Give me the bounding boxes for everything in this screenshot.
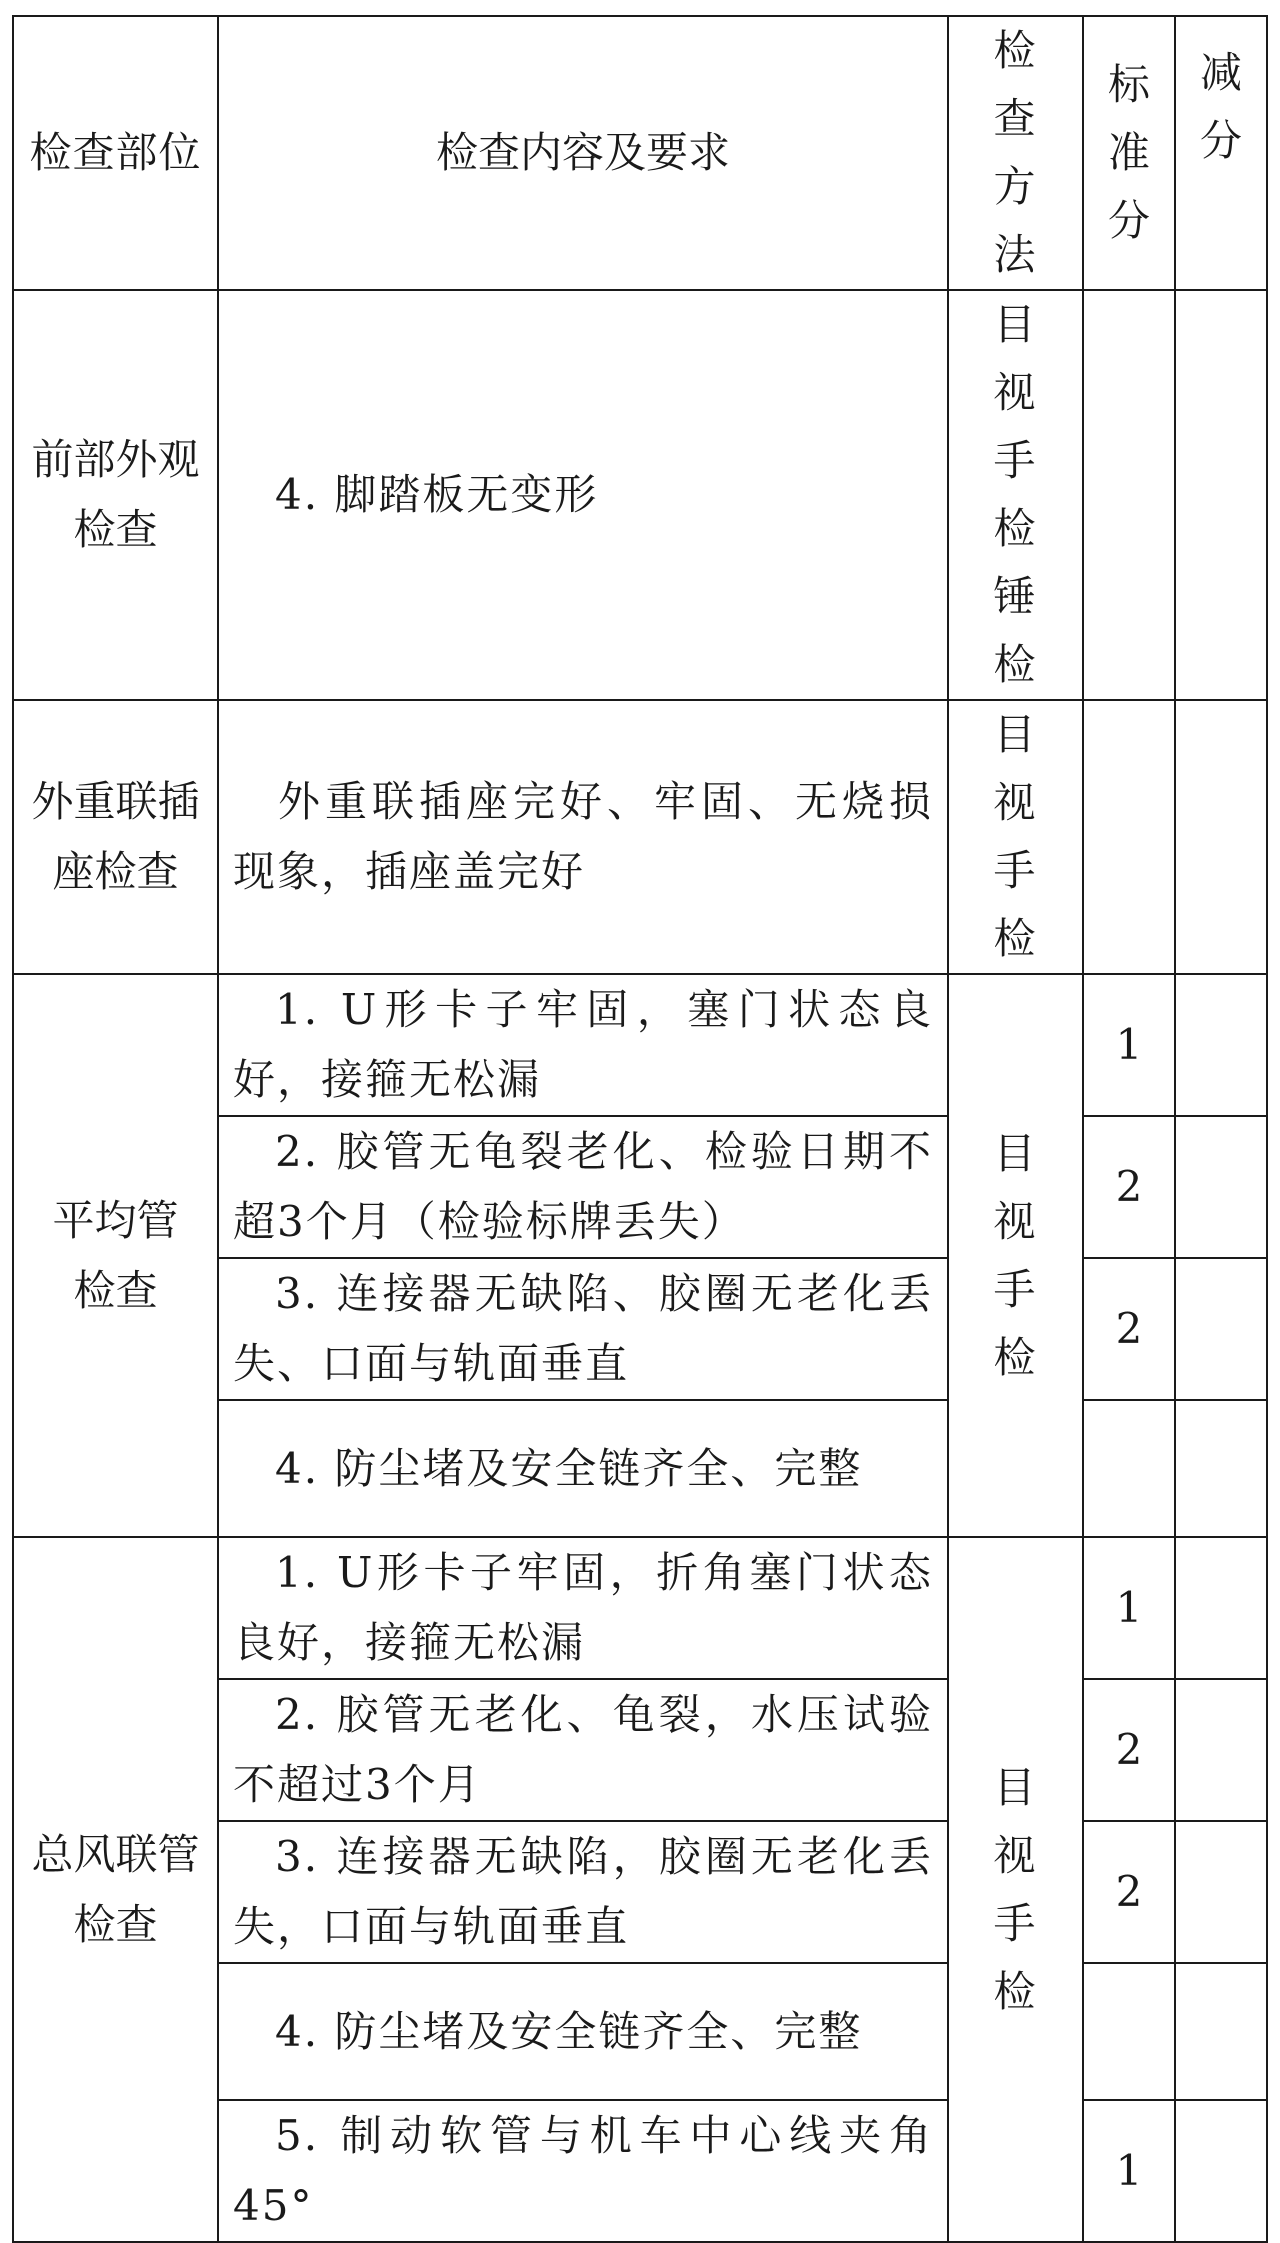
- row-content: [218, 700, 948, 974]
- section-method-front: [948, 290, 1083, 700]
- row-std: 2: [1083, 1679, 1175, 1821]
- row-content: [218, 290, 948, 700]
- table-row: [13, 290, 1267, 700]
- header-content: 检查内容及要求: [218, 16, 948, 290]
- header-part: 检查部位: [13, 16, 218, 290]
- row-deduct: [1175, 700, 1267, 974]
- row-deduct: [1175, 2100, 1267, 2242]
- row-deduct: [1175, 1258, 1267, 1400]
- header-std: [1083, 16, 1175, 290]
- row-std: [1083, 1963, 1175, 2100]
- header-deduct: [1175, 16, 1267, 290]
- row-std: [1083, 290, 1175, 700]
- row-content: [218, 1258, 948, 1400]
- section-part-text: 平均管检查: [52, 1195, 179, 1315]
- row-deduct: [1175, 1400, 1267, 1537]
- row-content-text: 4. 防尘堵及安全链齐全、完整: [275, 2006, 863, 2056]
- section-method-main-reservoir: [948, 1537, 1083, 2242]
- table-row: [13, 974, 1267, 1116]
- row-content-text: 4. 脚踏板无变形: [275, 470, 599, 519]
- row-std: [1083, 700, 1175, 974]
- section-method-socket: [948, 700, 1083, 974]
- row-std: 2: [1083, 1116, 1175, 1258]
- row-content-text: 3. 连接器无缺陷、胶圈无老化丢失、口面与轨面垂直: [233, 1269, 933, 1388]
- section-part-front: 前部外观检查: [13, 290, 218, 700]
- row-deduct: [1175, 1821, 1267, 1963]
- row-content: [218, 1116, 948, 1258]
- row-deduct: [1175, 1537, 1267, 1679]
- row-deduct: [1175, 974, 1267, 1116]
- row-content: [218, 1821, 948, 1963]
- row-deduct: [1175, 290, 1267, 700]
- row-content: [218, 1679, 948, 1821]
- section-part-socket: 外重联插座检查: [13, 700, 218, 974]
- row-deduct: [1175, 1679, 1267, 1821]
- header-method-text: 检查方法: [993, 26, 1038, 279]
- row-deduct: [1175, 1116, 1267, 1258]
- section-part-equalizing: [13, 974, 218, 1537]
- row-std: 2: [1083, 1258, 1175, 1400]
- row-content-text: 外重联插座完好、牢固、无烧损现象，插座盖完好: [233, 777, 933, 896]
- table-row: [13, 1537, 1267, 1679]
- header-row: [13, 16, 1267, 290]
- table-row: [13, 700, 1267, 974]
- header-std-text: 标准分: [1107, 60, 1150, 245]
- row-std: 1: [1083, 1537, 1175, 1679]
- row-content: [218, 1963, 948, 2100]
- row-content-text: 5. 制动软管与机车中心线夹角45°: [233, 2111, 933, 2230]
- row-content-text: 1. U形卡子牢固，塞门状态良好，接箍无松漏: [233, 985, 933, 1104]
- row-content-text: 1. U形卡子牢固，折角塞门状态良好，接箍无松漏: [233, 1548, 933, 1667]
- section-method-equalizing: [948, 974, 1083, 1537]
- row-content: [218, 2100, 948, 2242]
- method-text: 目视手检: [993, 1762, 1038, 2016]
- method-text: 目视手检: [993, 710, 1038, 963]
- row-content-text: 3. 连接器无缺陷，胶圈无老化丢失，口面与轨面垂直: [233, 1832, 933, 1951]
- method-text: 目视手检锤检: [993, 300, 1038, 689]
- section-part-main-reservoir: 总风联管检查: [13, 1537, 218, 2242]
- header-deduct-text: 减分: [1199, 48, 1242, 165]
- row-std: 1: [1083, 2100, 1175, 2242]
- header-method: [948, 16, 1083, 290]
- inspection-table: [12, 15, 1268, 2243]
- row-deduct: [1175, 1963, 1267, 2100]
- row-content-text: 2. 胶管无龟裂老化、检验日期不超3个月（检验标牌丢失）: [233, 1127, 933, 1246]
- method-text: 目视手检: [993, 1128, 1038, 1382]
- row-std: 1: [1083, 974, 1175, 1116]
- row-std: [1083, 1400, 1175, 1537]
- row-content-text: 2. 胶管无老化、龟裂，水压试验不超过3个月: [233, 1690, 933, 1809]
- row-content-text: 4. 防尘堵及安全链齐全、完整: [275, 1443, 863, 1493]
- row-content: [218, 1537, 948, 1679]
- row-std: 2: [1083, 1821, 1175, 1963]
- row-content: [218, 1400, 948, 1537]
- row-content: [218, 974, 948, 1116]
- inspection-sheet: [12, 15, 1268, 2243]
